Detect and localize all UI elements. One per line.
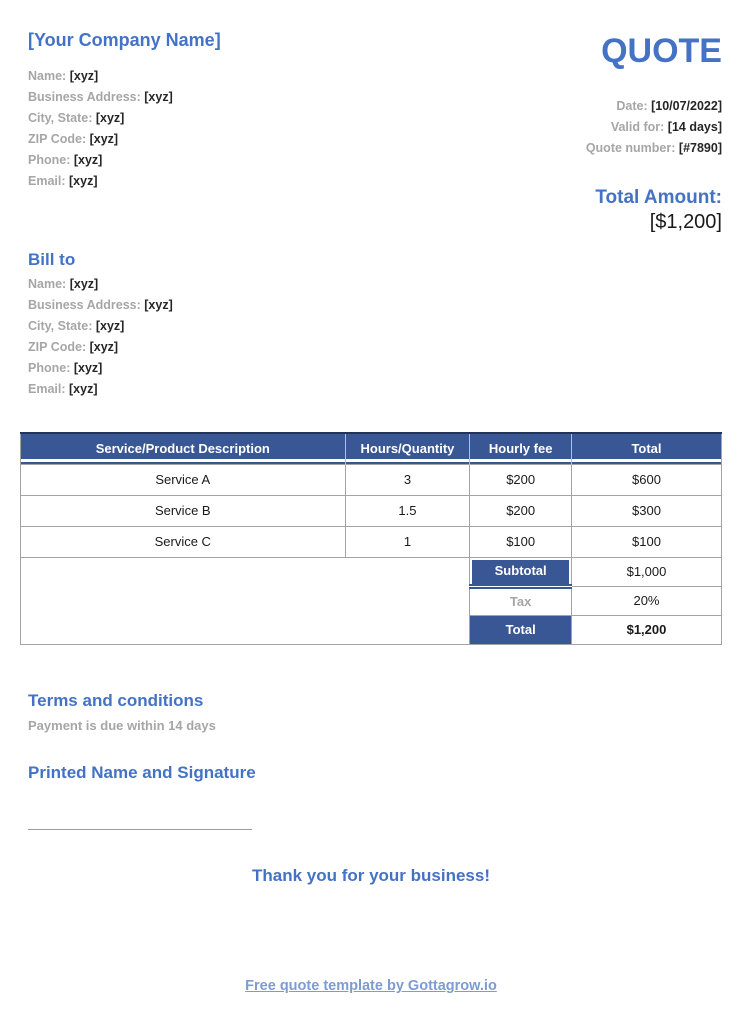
cell-description: Service A: [21, 464, 346, 495]
subtotal-row: [21, 557, 722, 586]
header-total: Total: [571, 433, 721, 464]
field-value: [xyz]: [95, 319, 125, 333]
top-section: [0, 0, 742, 234]
field-value: [xyz]: [89, 340, 119, 354]
field-value: [xyz]: [69, 277, 99, 291]
billto-field-phone: [28, 358, 722, 379]
field-value: [xyz]: [144, 90, 173, 104]
cell-quantity: 3: [345, 464, 470, 495]
field-value: [xyz]: [69, 69, 99, 83]
cell-fee: $200: [470, 495, 572, 526]
field-value: [xyz]: [73, 153, 103, 167]
field-label: City, State:: [28, 111, 93, 125]
company-field-business-address: [28, 87, 221, 108]
pricing-table: [20, 432, 722, 645]
field-label: City, State:: [28, 319, 93, 333]
quote-date-line: [422, 96, 722, 117]
field-value: [14 days]: [667, 120, 722, 134]
field-value: [xyz]: [73, 361, 103, 375]
field-label: ZIP Code:: [28, 340, 87, 354]
company-field-city-state: [28, 108, 221, 129]
company-field-email: [28, 171, 221, 192]
bill-to-heading: Bill to: [28, 250, 76, 269]
cell-fee: $200: [470, 464, 572, 495]
quote-number-line: [422, 138, 722, 159]
field-value: [10/07/2022]: [651, 99, 722, 113]
total-amount-value: [$1,200]: [649, 211, 722, 233]
quote-title: QUOTE: [601, 32, 722, 70]
total-label: Total: [470, 615, 572, 644]
subtotal-value: $1,000: [571, 557, 721, 586]
field-label: Valid for:: [610, 120, 665, 134]
table-header-row: [21, 433, 722, 464]
field-label: Phone:: [28, 361, 71, 375]
subtotal-label: Subtotal: [470, 557, 572, 586]
quote-header-block: [422, 30, 722, 234]
cell-description: Service C: [21, 526, 346, 557]
company-block: [28, 30, 221, 234]
field-value: [xyz]: [89, 132, 119, 146]
cell-quantity: 1: [345, 526, 470, 557]
cell-description: Service B: [21, 495, 346, 526]
cell-total: $100: [571, 526, 721, 557]
company-field-zip: [28, 129, 221, 150]
summary-empty-cell: [21, 557, 470, 644]
signature-line: [28, 829, 252, 830]
total-amount-label: Total Amount:: [595, 187, 722, 208]
total-value: $1,200: [571, 615, 721, 644]
field-label: Name:: [28, 277, 67, 291]
cell-fee: $100: [470, 526, 572, 557]
header-hours-quantity: Hours/Quantity: [345, 433, 470, 464]
company-field-phone: [28, 150, 221, 171]
billto-field-name: [28, 274, 722, 295]
footer: [0, 977, 742, 995]
field-label: ZIP Code:: [28, 132, 87, 146]
table-row: [21, 495, 722, 526]
billto-field-city-state: [28, 316, 722, 337]
field-label: Name:: [28, 69, 67, 83]
billto-field-zip: [28, 337, 722, 358]
terms-body: Payment is due within 14 days: [28, 717, 216, 733]
tax-value: 20%: [571, 586, 721, 615]
table-row: [21, 464, 722, 495]
thank-you-message: Thank you for your business!: [251, 866, 491, 885]
quote-valid-line: [422, 117, 722, 138]
field-value: [xyz]: [144, 298, 173, 312]
tax-label: Tax: [470, 586, 572, 615]
field-value: [xyz]: [95, 111, 125, 125]
company-name: [Your Company Name]: [28, 30, 221, 50]
billto-field-business-address: [28, 295, 722, 316]
field-label: Business Address:: [28, 90, 141, 104]
footer-template-link[interactable]: Free quote template by Gottagrow.io: [245, 978, 497, 994]
quote-meta: [422, 96, 722, 159]
field-label: Email:: [28, 382, 66, 396]
terms-heading: Terms and conditions: [28, 690, 204, 710]
field-value: [xyz]: [69, 174, 98, 188]
cell-total: $600: [571, 464, 721, 495]
company-field-name: [28, 66, 221, 87]
table-row: [21, 526, 722, 557]
field-value: [xyz]: [69, 382, 98, 396]
field-label: Date:: [616, 99, 648, 113]
signature-section: [0, 733, 742, 783]
billto-field-email: [28, 379, 722, 400]
cell-quantity: 1.5: [345, 495, 470, 526]
field-label: Phone:: [28, 153, 71, 167]
terms-section: [0, 645, 742, 733]
cell-total: $300: [571, 495, 721, 526]
header-description: Service/Product Description: [21, 433, 346, 464]
field-label: Quote number:: [585, 141, 676, 155]
field-label: Business Address:: [28, 298, 141, 312]
field-label: Email:: [28, 174, 66, 188]
header-hourly-fee: Hourly fee: [470, 433, 572, 464]
field-value: [#7890]: [678, 141, 722, 155]
signature-heading: Printed Name and Signature: [28, 762, 256, 782]
bill-to-section: [0, 234, 742, 400]
